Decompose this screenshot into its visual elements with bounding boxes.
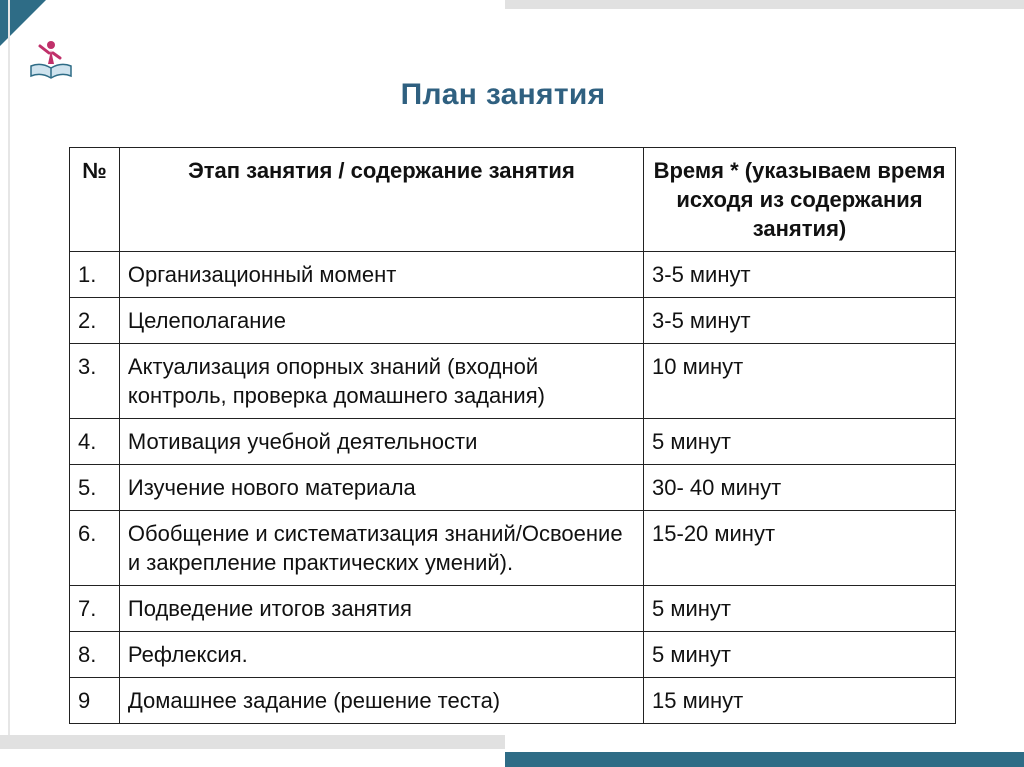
row-stage: Подведение итогов занятия [119,586,643,632]
row-stage: Актуализация опорных знаний (входной контроль, проверка домашнего задания) [119,344,643,419]
row-time: 15-20 минут [644,511,956,586]
row-number: 8. [70,632,120,678]
row-number: 6. [70,511,120,586]
lesson-plan-table [69,147,956,724]
table-row [70,419,956,465]
row-stage: Мотивация учебной деятельности [119,419,643,465]
table-row [70,678,956,724]
row-number: 5. [70,465,120,511]
table-row [70,465,956,511]
row-time: 30- 40 минут [644,465,956,511]
row-time: 15 минут [644,678,956,724]
row-stage: Изучение нового материала [119,465,643,511]
bottom-decorative-bar-gray [0,735,505,749]
row-stage: Рефлексия. [119,632,643,678]
table-row [70,252,956,298]
row-stage: Целеполагание [119,298,643,344]
top-decorative-bar [505,0,1024,9]
row-time: 5 минут [644,632,956,678]
row-time: 3-5 минут [644,252,956,298]
row-stage: Домашнее задание (решение теста) [119,678,643,724]
row-stage: Обобщение и систематизация знаний/Освоение и закрепление практических умений). [119,511,643,586]
header-number: № [70,148,120,252]
row-time: 3-5 минут [644,298,956,344]
reading-person-book-icon [28,38,74,80]
row-number: 3. [70,344,120,419]
row-time: 10 минут [644,344,956,419]
row-number: 2. [70,298,120,344]
table-row [70,298,956,344]
table-row [70,511,956,586]
row-number: 7. [70,586,120,632]
row-time: 5 минут [644,419,956,465]
table-row [70,632,956,678]
table-header-row [70,148,956,252]
header-time: Время * (указываем время исходя из содержания занятия) [644,148,956,252]
row-number: 4. [70,419,120,465]
row-stage: Организационный момент [119,252,643,298]
bottom-decorative-bar-accent [505,752,1024,767]
slide-title: План занятия [400,78,606,111]
table-row [70,344,956,419]
table-row [70,586,956,632]
row-number: 1. [70,252,120,298]
row-time: 5 минут [644,586,956,632]
row-number: 9 [70,678,120,724]
header-stage: Этап занятия / содержание занятия [119,148,643,252]
